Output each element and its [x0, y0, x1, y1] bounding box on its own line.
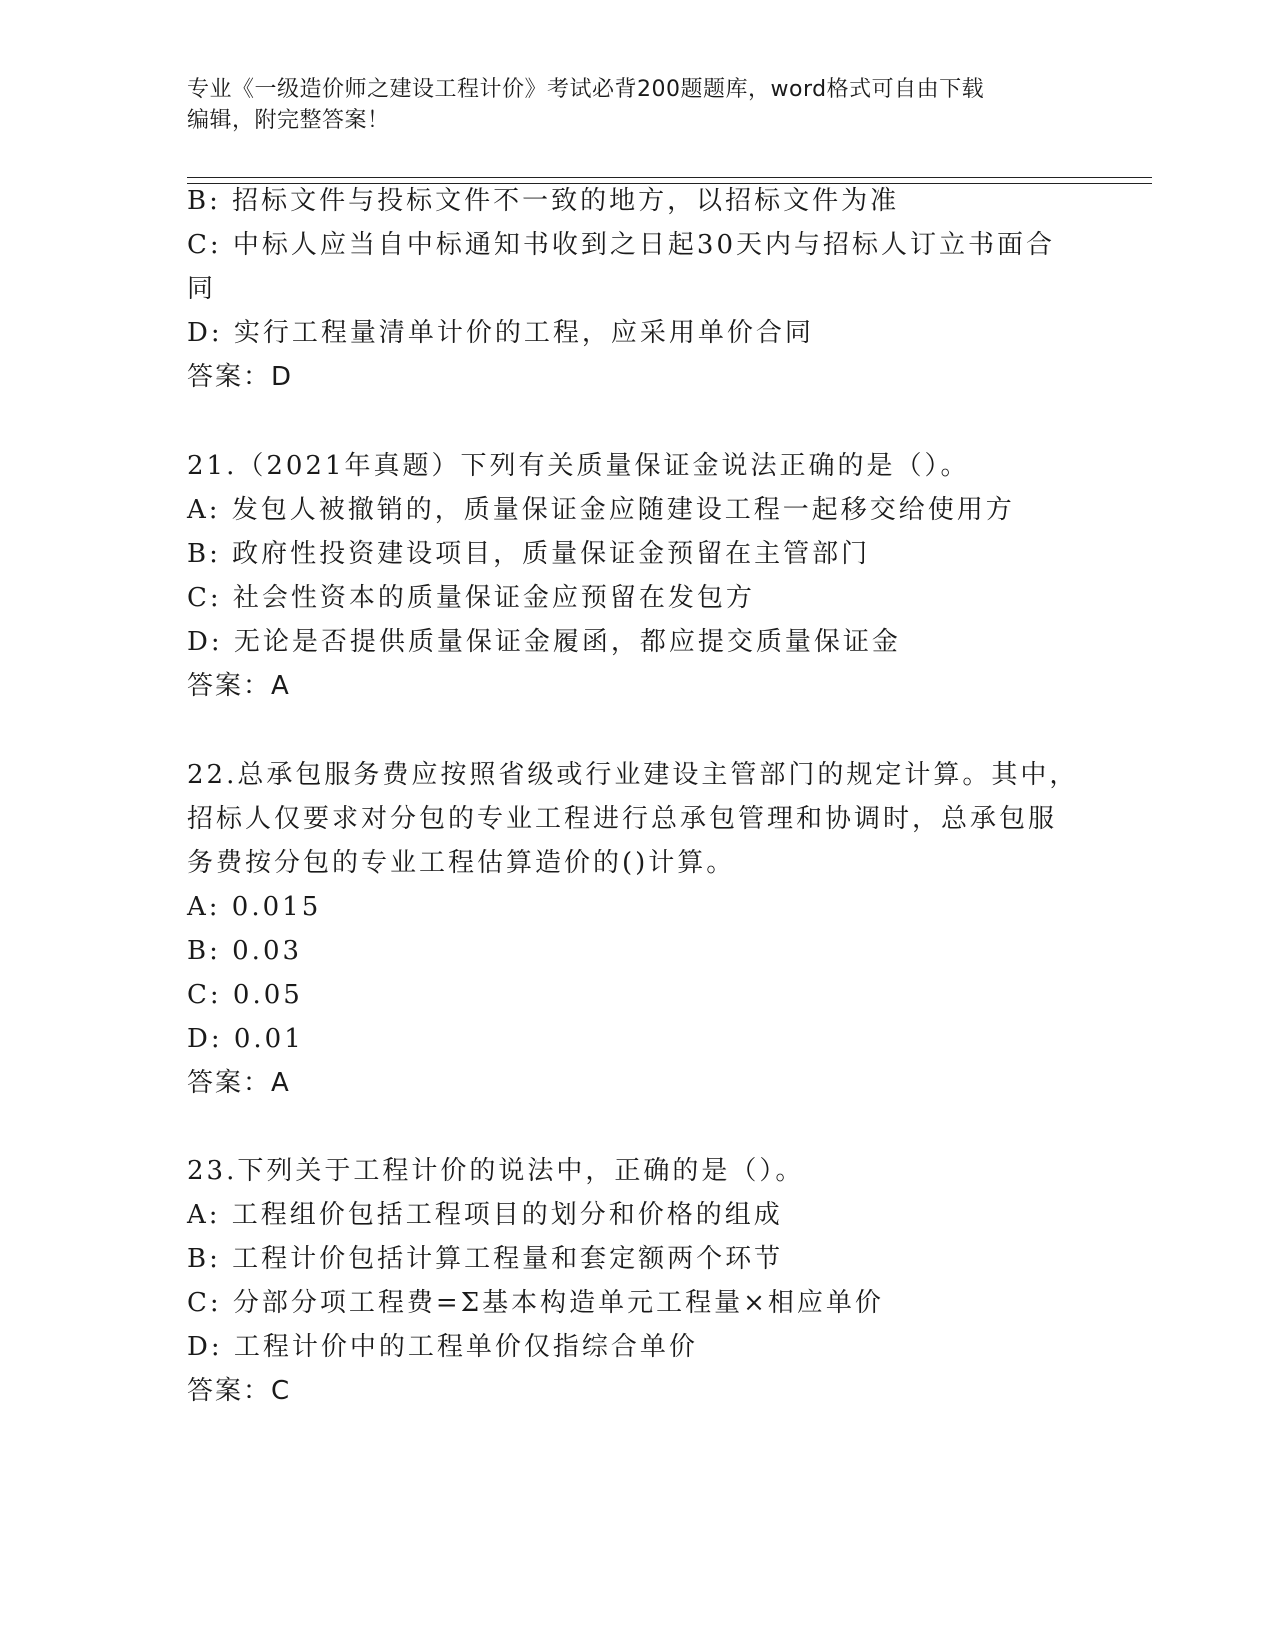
q20-option-d: D: 实行工程量清单计价的工程，应采用单价合同 [187, 318, 814, 348]
q23-stem: 23.下列关于工程计价的说法中，正确的是（）。 [187, 1156, 805, 1186]
q21-option-a: A: 发包人被撤销的，质量保证金应随建设工程一起移交给使用方 [187, 495, 1015, 525]
q21-option-b: B: 政府性投资建设项目，质量保证金预留在主管部门 [187, 539, 871, 569]
q22-option-d: D: 0.01 [187, 1024, 304, 1054]
document-header [187, 74, 1067, 136]
q22-stem-line-2: 招标人仅要求对分包的专业工程进行总承包管理和协调时，总承包服 [187, 804, 1058, 834]
q20-option-b: B: 招标文件与投标文件不一致的地方，以招标文件为准 [187, 186, 900, 216]
q20-option-c: C: 中标人应当自中标通知书收到之日起30天内与招标人订立书面合 [187, 230, 1056, 260]
q21-option-d: D: 无论是否提供质量保证金履函，都应提交质量保证金 [187, 627, 901, 657]
q22-stem-line-1: 22.总承包服务费应按照省级或行业建设主管部门的规定计算。其中， [187, 760, 1079, 790]
q23-answer: 答案：C [187, 1376, 292, 1406]
q20-answer: 答案：D [187, 362, 294, 392]
q20-option-c-continued: 同 [187, 274, 217, 304]
q21-stem: 21.（2021年真题）下列有关质量保证金说法正确的是（）。 [187, 451, 970, 481]
q22-stem-line-3: 务费按分包的专业工程估算造价的()计算。 [187, 848, 736, 878]
q21-option-c: C: 社会性资本的质量保证金应预留在发包方 [187, 583, 755, 613]
q22-option-a: A: 0.015 [187, 892, 322, 922]
q22-option-c: C: 0.05 [187, 980, 303, 1010]
q23-option-d: D: 工程计价中的工程单价仅指综合单价 [187, 1332, 698, 1362]
q22-answer: 答案：A [187, 1068, 291, 1098]
q23-option-c: C: 分部分项工程费=Σ基本构造单元工程量×相应单价 [187, 1288, 884, 1318]
q23-option-b: B: 工程计价包括计算工程量和套定额两个环节 [187, 1244, 784, 1274]
q23-option-a: A: 工程组价包括工程项目的划分和价格的组成 [187, 1200, 783, 1230]
header-line-2: 编辑，附完整答案！ [187, 108, 390, 133]
q22-option-b: B: 0.03 [187, 936, 303, 966]
q21-answer: 答案：A [187, 671, 291, 701]
header-line-1: 专业《一级造价师之建设工程计价》考试必背200题题库，word格式可自由下载 [187, 77, 985, 102]
